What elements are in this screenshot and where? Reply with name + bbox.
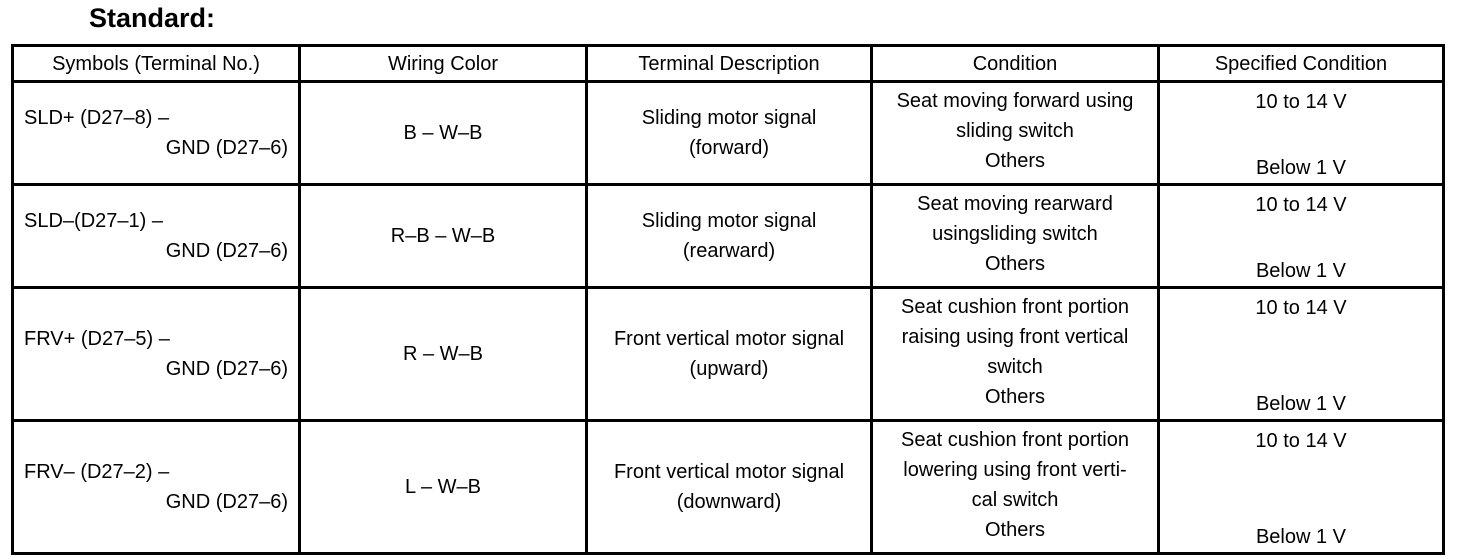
symbol-terminal: SLD+ (D27–8) – (24, 107, 170, 129)
header-terminal-description: Terminal Description (587, 46, 872, 82)
symbol-ground: GND (D27–6) (165, 491, 288, 513)
symbol-ground: GND (D27–6) (165, 240, 288, 262)
symbol-cell (13, 185, 300, 288)
description-line: Sliding motor signal (641, 210, 817, 232)
condition-line: Seat cushion front portion (901, 429, 1129, 451)
wiring-color-cell: R – W–B (300, 288, 587, 421)
symbol-cell (13, 421, 300, 554)
description-line: (upward) (689, 358, 769, 380)
table-row (13, 185, 1444, 288)
terminal-description-cell (587, 185, 872, 288)
condition-cell (872, 82, 1159, 185)
header-condition: Condition (872, 46, 1159, 82)
condition-others: Others (984, 519, 1046, 541)
symbol-cell (13, 288, 300, 421)
condition-line: cal switch (971, 489, 1059, 511)
specified-condition-cell (1159, 421, 1444, 554)
table-row (13, 288, 1444, 421)
spec-off-value: Below 1 V (1255, 157, 1347, 179)
symbol-cell (13, 82, 300, 185)
header-wiring-color: Wiring Color (300, 46, 587, 82)
description-line: Sliding motor signal (641, 107, 817, 129)
condition-line: Seat moving forward using (896, 90, 1134, 112)
symbol-ground: GND (D27–6) (165, 137, 288, 159)
condition-cell (872, 288, 1159, 421)
condition-cell (872, 421, 1159, 554)
symbol-terminal: FRV+ (D27–5) – (24, 328, 170, 350)
header-symbols: Symbols (Terminal No.) (13, 46, 300, 82)
condition-line: switch (987, 356, 1043, 378)
description-line: (downward) (676, 491, 782, 513)
table-row (13, 421, 1444, 554)
symbol-terminal: SLD–(D27–1) – (24, 210, 163, 232)
description-line: Front vertical motor signal (613, 461, 845, 483)
specified-condition-cell (1159, 185, 1444, 288)
condition-line: Seat cushion front portion (901, 296, 1129, 318)
standard-spec-table (11, 44, 1445, 555)
specified-condition-cell (1159, 288, 1444, 421)
condition-cell (872, 185, 1159, 288)
header-specified-condition: Specified Condition (1159, 46, 1444, 82)
spec-off-value: Below 1 V (1255, 526, 1347, 548)
symbol-ground: GND (D27–6) (165, 358, 288, 380)
condition-line: raising using front vertical (901, 326, 1129, 348)
page-title: Standard: (89, 3, 216, 33)
terminal-description-cell (587, 288, 872, 421)
specified-condition-cell (1159, 82, 1444, 185)
condition-line: lowering using front verti- (903, 459, 1127, 481)
spec-off-value: Below 1 V (1255, 260, 1347, 282)
wiring-color-cell: L – W–B (300, 421, 587, 554)
terminal-description-cell (587, 82, 872, 185)
condition-line: Seat moving rearward (917, 193, 1113, 215)
condition-others: Others (984, 150, 1046, 172)
symbol-terminal: FRV– (D27–2) – (24, 461, 170, 483)
spec-on-value: 10 to 14 V (1255, 91, 1347, 113)
description-line: (rearward) (682, 240, 776, 262)
condition-line: usingsliding switch (932, 223, 1098, 245)
condition-others: Others (984, 386, 1046, 408)
condition-line: sliding switch (956, 120, 1074, 142)
wiring-color-cell: R–B – W–B (300, 185, 587, 288)
table-header-row (13, 46, 1444, 82)
description-line: Front vertical motor signal (613, 328, 845, 350)
description-line: (forward) (688, 137, 769, 159)
condition-others: Others (984, 253, 1046, 275)
wiring-color-cell: B – W–B (300, 82, 587, 185)
spec-off-value: Below 1 V (1255, 393, 1347, 415)
table-row (13, 82, 1444, 185)
terminal-description-cell (587, 421, 872, 554)
spec-on-value: 10 to 14 V (1255, 430, 1347, 452)
spec-on-value: 10 to 14 V (1255, 194, 1347, 216)
spec-on-value: 10 to 14 V (1255, 297, 1347, 319)
